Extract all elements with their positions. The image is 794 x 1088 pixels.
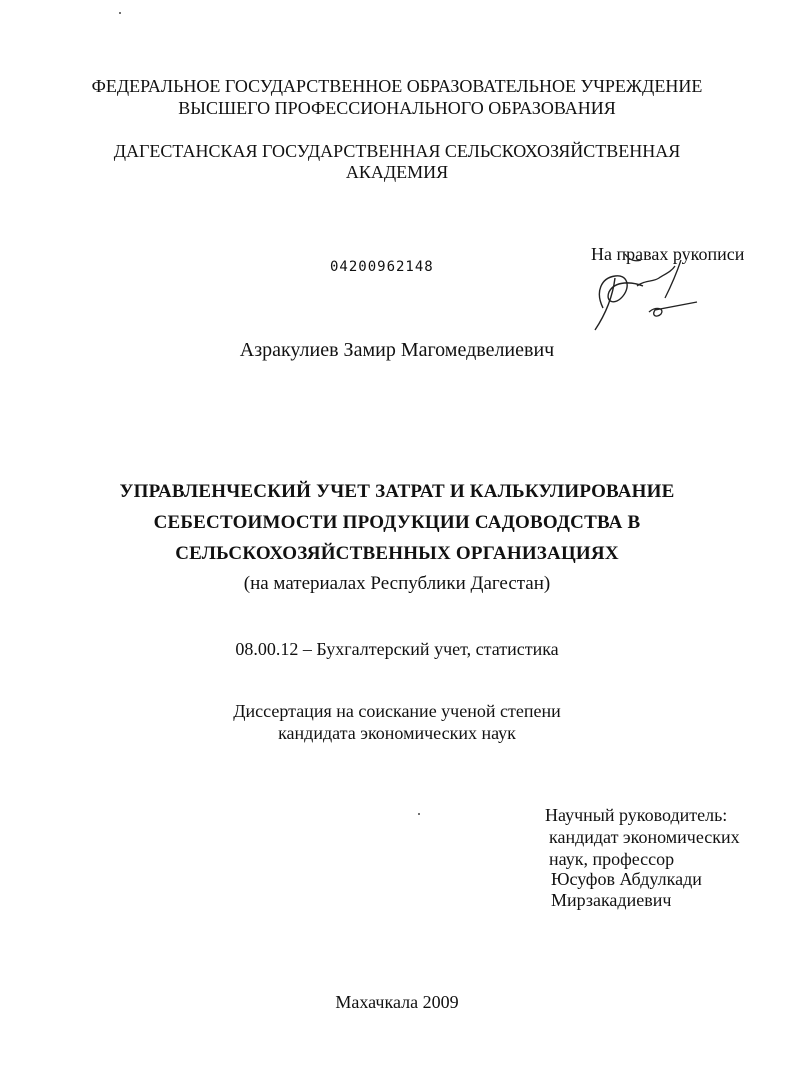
title-line-3: СЕЛЬСКОХОЗЯЙСТВЕННЫХ ОРГАНИЗАЦИЯХ xyxy=(175,543,619,564)
rights-note: На правах рукописи xyxy=(591,244,745,264)
supervisor-line-3: Юсуфов Абдулкади xyxy=(551,869,702,889)
institution-line-1: ФЕДЕРАЛЬНОЕ ГОСУДАРСТВЕННОЕ ОБРАЗОВАТЕЛЬНОЕ УЧРЕЖДЕНИЕ xyxy=(91,76,703,96)
supervisor-line-2: наук, профессор xyxy=(549,849,675,869)
scan-speck xyxy=(418,813,420,815)
specialty: 08.00.12 – Бухгалтерский учет, статистика xyxy=(235,639,559,659)
city-year: Махачкала 2009 xyxy=(335,992,459,1012)
author-signature xyxy=(585,252,705,334)
academy-line-1: ДАГЕСТАНСКАЯ ГОСУДАРСТВЕННАЯ СЕЛЬСКОХОЗЯЙСТВЕННАЯ xyxy=(113,141,681,161)
title-subtitle: (на материалах Республики Дагестан) xyxy=(243,573,551,594)
institution-line-2: ВЫСШЕГО ПРОФЕССИОНАЛЬНОГО ОБРАЗОВАНИЯ xyxy=(178,98,616,118)
title-line-1: УПРАВЛЕНЧЕСКИЙ УЧЕТ ЗАТРАТ И КАЛЬКУЛИРОВАНИЕ xyxy=(119,481,675,502)
scan-speck xyxy=(119,12,121,14)
catalog-number: 04200962148 xyxy=(330,259,434,275)
academy-line-2: АКАДЕМИЯ xyxy=(345,162,449,182)
author-name: Азракулиев Замир Магомедвелиевич xyxy=(239,339,555,361)
supervisor-line-4: Мирзакадиевич xyxy=(551,890,672,910)
title-line-2: СЕБЕСТОИМОСТИ ПРОДУКЦИИ САДОВОДСТВА В xyxy=(153,512,641,533)
degree-line-1: Диссертация на соискание ученой степени xyxy=(233,701,561,721)
degree-line-2: кандидата экономических наук xyxy=(278,723,516,743)
supervisor-line-1: кандидат экономических xyxy=(549,827,740,847)
supervisor-label: Научный руководитель: xyxy=(545,805,728,825)
